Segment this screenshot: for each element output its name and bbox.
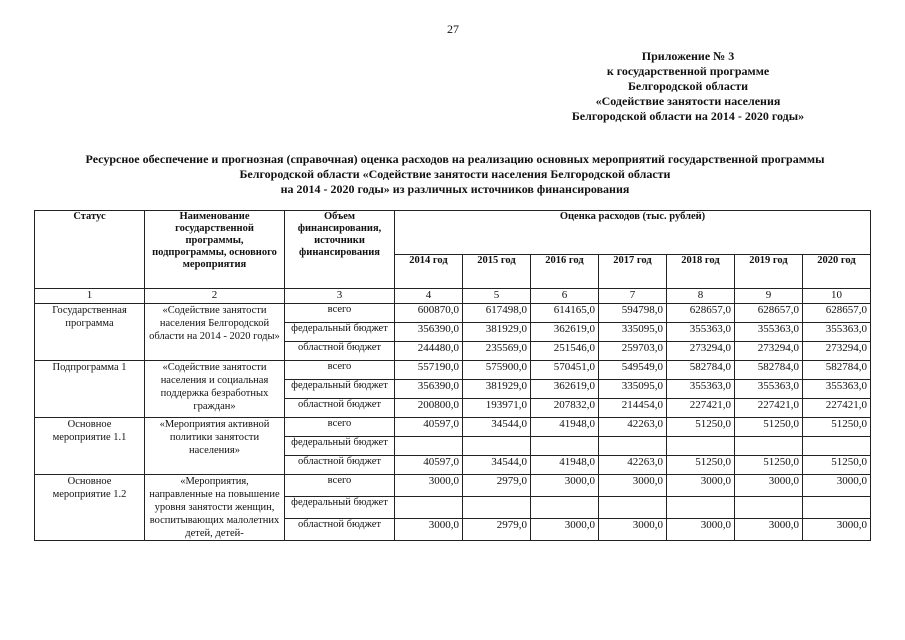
cell-value: [599, 437, 667, 456]
cell-value: 235569,0: [463, 342, 531, 361]
cell-value: 570451,0: [531, 361, 599, 380]
row-name: «Мероприятия, направленные на повышение уровня занятости женщин, воспитывающих малолетних детей, детей-: [145, 475, 285, 541]
title-line: на 2014 - 2020 годы» из различных источников финансирования: [280, 182, 630, 196]
cell-value: 549549,0: [599, 361, 667, 380]
cell-value: [463, 437, 531, 456]
row-source: федеральный бюджет: [285, 437, 395, 456]
cell-value: 3000,0: [531, 475, 599, 497]
column-number: 3: [285, 289, 395, 304]
cell-value: 617498,0: [463, 304, 531, 323]
row-name: «Содействие занятости населения и социальная поддержка безработных граждан»: [145, 361, 285, 418]
header-source: Объем финансирования, источники финансирования: [285, 211, 395, 289]
title-line: Белгородской области «Содействие занятости населения Белгородской области: [239, 167, 671, 181]
cell-value: 355363,0: [803, 323, 871, 342]
header-year: 2016 год: [531, 255, 599, 289]
header-estimate: Оценка расходов (тыс. рублей): [395, 211, 871, 255]
cell-value: 628657,0: [735, 304, 803, 323]
row-source: областной бюджет: [285, 456, 395, 475]
cell-value: [735, 497, 803, 519]
header-year: 2018 год: [667, 255, 735, 289]
cell-value: 614165,0: [531, 304, 599, 323]
cell-value: 557190,0: [395, 361, 463, 380]
column-number: 6: [531, 289, 599, 304]
cell-value: 42263,0: [599, 418, 667, 437]
cell-value: 2979,0: [463, 519, 531, 541]
appendix-line: Белгородской области на 2014 - 2020 годы»: [571, 109, 805, 123]
cell-value: 355363,0: [803, 380, 871, 399]
cell-value: 3000,0: [667, 475, 735, 497]
cell-value: 40597,0: [395, 418, 463, 437]
cell-value: 251546,0: [531, 342, 599, 361]
cell-value: 227421,0: [735, 399, 803, 418]
row-source: областной бюджет: [285, 519, 395, 541]
title-line: Ресурсное обеспечение и прогнозная (справочная) оценка расходов на реализацию основных мероприятий государственной программы: [85, 152, 825, 166]
header-year: 2015 год: [463, 255, 531, 289]
row-source: всего: [285, 361, 395, 380]
row-source: федеральный бюджет: [285, 323, 395, 342]
cell-value: 227421,0: [803, 399, 871, 418]
cell-value: 355363,0: [735, 380, 803, 399]
appendix-line: Приложение № 3: [641, 49, 735, 63]
cell-value: 582784,0: [735, 361, 803, 380]
cell-value: 193971,0: [463, 399, 531, 418]
row-name: «Содействие занятости населения Белгородской области на 2014 - 2020 годы»: [145, 304, 285, 361]
cell-value: [395, 497, 463, 519]
cell-value: 51250,0: [803, 418, 871, 437]
cell-value: [531, 437, 599, 456]
column-number: 8: [667, 289, 735, 304]
cell-value: 594798,0: [599, 304, 667, 323]
cell-value: 356390,0: [395, 323, 463, 342]
table-row: [35, 418, 871, 437]
cell-value: [667, 497, 735, 519]
cell-value: 3000,0: [599, 519, 667, 541]
cell-value: 3000,0: [531, 519, 599, 541]
cell-value: 381929,0: [463, 323, 531, 342]
cell-value: 273294,0: [735, 342, 803, 361]
cell-value: 51250,0: [735, 418, 803, 437]
cell-value: 3000,0: [735, 519, 803, 541]
header-year: 2017 год: [599, 255, 667, 289]
cell-value: 227421,0: [667, 399, 735, 418]
cell-value: 3000,0: [395, 475, 463, 497]
appendix-header: [548, 49, 828, 124]
header-name: Наименование государственной программы, подпрограммы, основного мероприятия: [145, 211, 285, 289]
row-status: Основное мероприятие 1.2: [35, 475, 145, 541]
cell-value: 34544,0: [463, 456, 531, 475]
cell-value: 273294,0: [667, 342, 735, 361]
cell-value: 355363,0: [667, 323, 735, 342]
column-number: 5: [463, 289, 531, 304]
header-year: 2014 год: [395, 255, 463, 289]
cell-value: 41948,0: [531, 456, 599, 475]
cell-value: 582784,0: [667, 361, 735, 380]
header-year: 2020 год: [803, 255, 871, 289]
column-number: 10: [803, 289, 871, 304]
cell-value: 200800,0: [395, 399, 463, 418]
cell-value: 51250,0: [803, 456, 871, 475]
table-body: [35, 289, 871, 541]
row-source: областной бюджет: [285, 342, 395, 361]
cell-value: 362619,0: [531, 380, 599, 399]
cell-value: 3000,0: [599, 475, 667, 497]
cell-value: 582784,0: [803, 361, 871, 380]
cell-value: 628657,0: [803, 304, 871, 323]
column-number: 1: [35, 289, 145, 304]
cell-value: 335095,0: [599, 323, 667, 342]
row-status: Основное мероприятие 1.1: [35, 418, 145, 475]
cell-value: 214454,0: [599, 399, 667, 418]
cell-value: 41948,0: [531, 418, 599, 437]
row-name: «Мероприятия активной политики занятости населения»: [145, 418, 285, 475]
cell-value: 381929,0: [463, 380, 531, 399]
cell-value: 335095,0: [599, 380, 667, 399]
cell-value: 3000,0: [395, 519, 463, 541]
cell-value: 3000,0: [735, 475, 803, 497]
row-source: федеральный бюджет: [285, 497, 395, 519]
cell-value: 3000,0: [803, 475, 871, 497]
appendix-line: к государственной программе: [606, 64, 770, 78]
table-row: [35, 361, 871, 380]
cell-value: [735, 437, 803, 456]
row-source: всего: [285, 418, 395, 437]
cell-value: 51250,0: [667, 456, 735, 475]
table-row: [35, 304, 871, 323]
cell-value: [667, 437, 735, 456]
cell-value: 575900,0: [463, 361, 531, 380]
row-source: федеральный бюджет: [285, 380, 395, 399]
resource-table: [34, 210, 871, 541]
column-number: 7: [599, 289, 667, 304]
cell-value: 273294,0: [803, 342, 871, 361]
row-status: Государственная программа: [35, 304, 145, 361]
cell-value: 356390,0: [395, 380, 463, 399]
cell-value: [803, 437, 871, 456]
row-source: всего: [285, 304, 395, 323]
cell-value: 259703,0: [599, 342, 667, 361]
cell-value: 40597,0: [395, 456, 463, 475]
cell-value: [395, 437, 463, 456]
cell-value: 3000,0: [667, 519, 735, 541]
row-source: областной бюджет: [285, 399, 395, 418]
table-row: [35, 475, 871, 497]
appendix-line: «Содействие занятости населения: [595, 94, 781, 108]
column-number: 4: [395, 289, 463, 304]
cell-value: [803, 497, 871, 519]
row-status: Подпрограмма 1: [35, 361, 145, 418]
cell-value: 600870,0: [395, 304, 463, 323]
appendix-line: Белгородской области: [627, 79, 749, 93]
cell-value: [463, 497, 531, 519]
cell-value: 628657,0: [667, 304, 735, 323]
cell-value: 51250,0: [667, 418, 735, 437]
cell-value: 3000,0: [803, 519, 871, 541]
row-source: всего: [285, 475, 395, 497]
cell-value: 34544,0: [463, 418, 531, 437]
cell-value: [599, 497, 667, 519]
cell-value: 207832,0: [531, 399, 599, 418]
page-number: 27: [447, 22, 459, 36]
cell-value: 2979,0: [463, 475, 531, 497]
header-status: Статус: [35, 211, 145, 289]
column-number: 9: [735, 289, 803, 304]
cell-value: 42263,0: [599, 456, 667, 475]
cell-value: 362619,0: [531, 323, 599, 342]
cell-value: 355363,0: [667, 380, 735, 399]
column-number: 2: [145, 289, 285, 304]
cell-value: 51250,0: [735, 456, 803, 475]
cell-value: [531, 497, 599, 519]
document-title: [30, 152, 880, 197]
cell-value: 355363,0: [735, 323, 803, 342]
cell-value: 244480,0: [395, 342, 463, 361]
header-year: 2019 год: [735, 255, 803, 289]
